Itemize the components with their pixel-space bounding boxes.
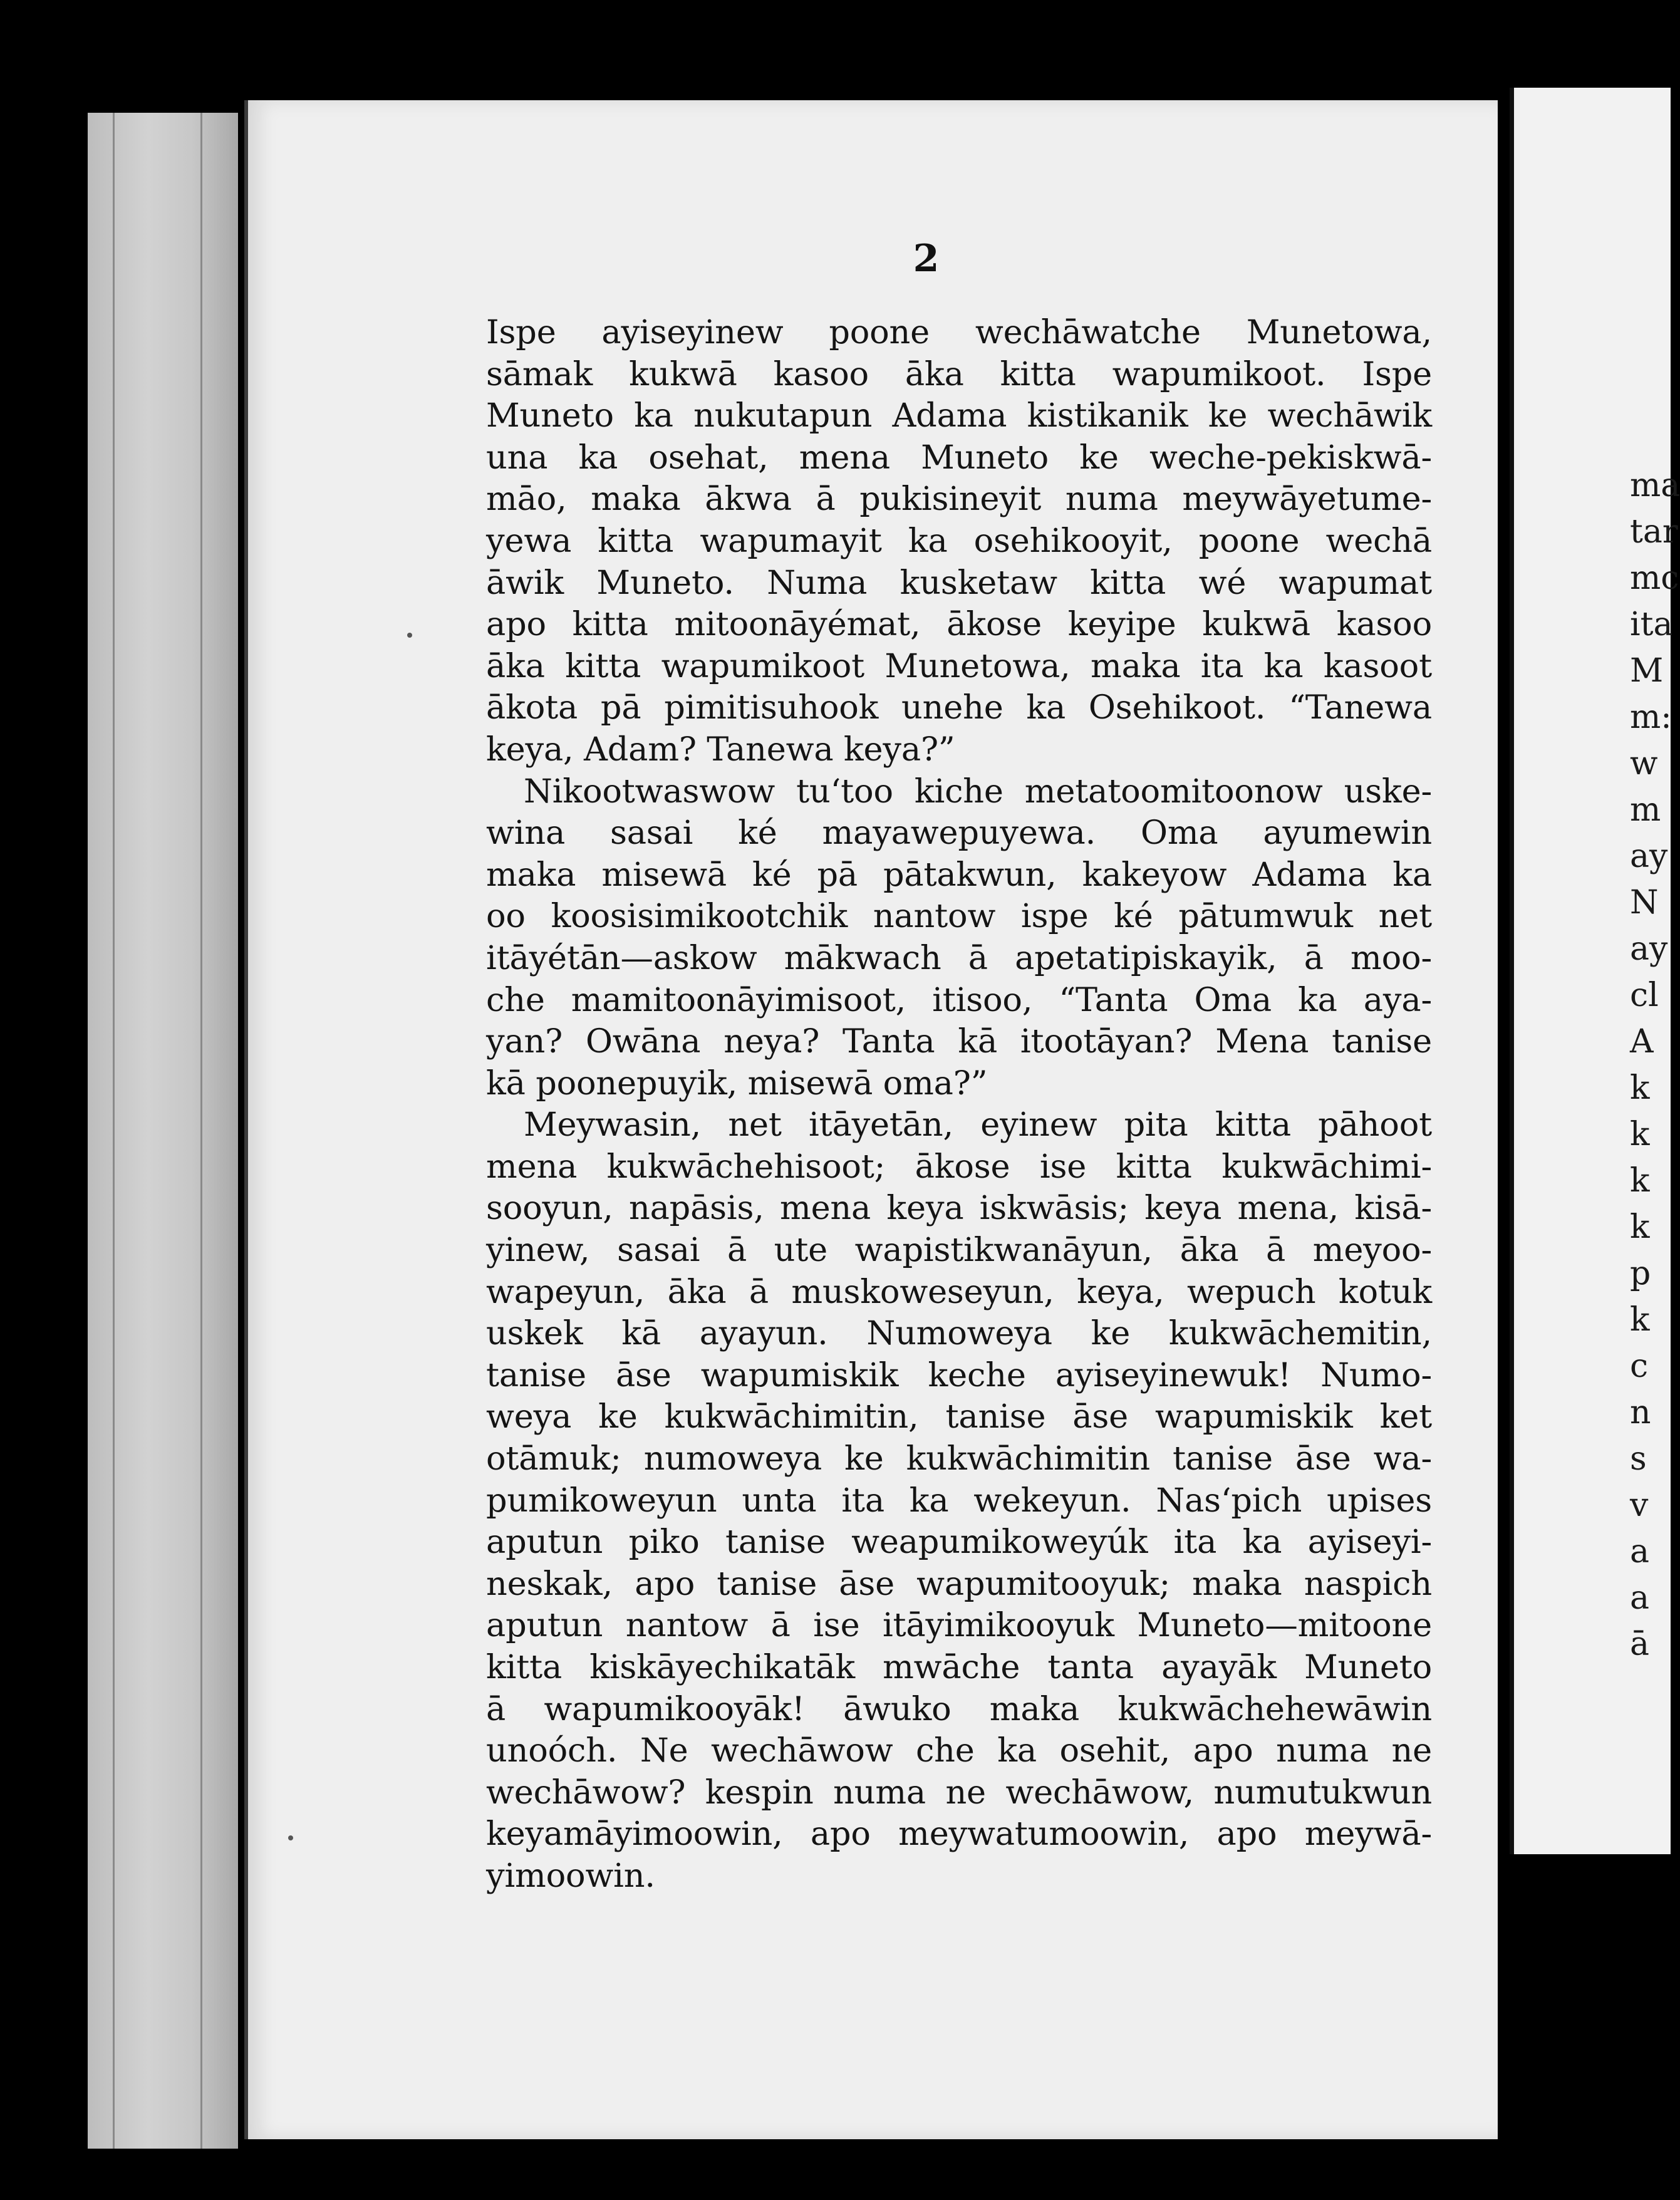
text-line: tanise āse wapumiskik keche ayiseyinewuk! Numo- bbox=[486, 1356, 1432, 1394]
facing-page-fragment: mc bbox=[1630, 559, 1679, 597]
text-line: sāmak kukwā kasoo āka kitta wapumikoot. Ispe bbox=[486, 355, 1432, 393]
facing-page-fragment: k bbox=[1630, 1162, 1650, 1200]
body-text bbox=[486, 312, 1432, 1897]
text-line: neskak, apo tanise āse wapumitooyuk; maka naspich bbox=[486, 1564, 1432, 1603]
text-line: yan? Owāna neya? Tanta kā itootāyan? Mena tanise bbox=[486, 1022, 1432, 1061]
text-line: Muneto ka nukutapun Adama kistikanik ke wechāwik bbox=[486, 397, 1432, 435]
left-page-edge bbox=[88, 113, 238, 2149]
text-line: mena kukwāchehisoot; ākose ise kitta kukwāchimi- bbox=[486, 1147, 1432, 1186]
facing-page-edge bbox=[1510, 88, 1680, 1854]
ink-speck bbox=[288, 1835, 293, 1840]
text-line: Meywasin, net itāyetān, eyinew pita kitta pāhoot bbox=[524, 1106, 1432, 1144]
facing-page-fragment: ma bbox=[1630, 467, 1680, 504]
text-line: keya, Adam? Tanewa keya?” bbox=[486, 730, 955, 769]
facing-page-fragment: k bbox=[1630, 1069, 1650, 1107]
facing-page-fragment: tar bbox=[1630, 513, 1678, 551]
text-line: yinew, sasai ā ute wapistikwanāyun, āka ā meyoo- bbox=[486, 1231, 1432, 1270]
facing-page-fragment: k bbox=[1630, 1301, 1650, 1339]
text-line: otāmuk; numoweya ke kukwāchimitin tanise āse wa- bbox=[486, 1440, 1432, 1478]
text-line: apo kitta mitoonāyémat, ākose keyipe kukwā kasoo bbox=[486, 605, 1432, 644]
facing-page-fragment: k bbox=[1630, 1116, 1650, 1153]
text-line: āka kitta wapumikoot Munetowa, maka ita ka kasoot bbox=[486, 646, 1432, 685]
text-line: āwik Muneto. Numa kusketaw kitta wé wapumat bbox=[486, 563, 1432, 602]
page-number: 2 bbox=[913, 237, 940, 281]
text-line: weya ke kukwāchimitin, tanise āse wapumiskik ket bbox=[486, 1398, 1432, 1436]
ink-speck bbox=[407, 633, 412, 638]
facing-page-fragment: v bbox=[1630, 1487, 1649, 1524]
text-line: unoóch. Ne wechāwow che ka osehit, apo numa ne bbox=[486, 1731, 1432, 1770]
page-edge-line bbox=[113, 113, 115, 2149]
text-line: kitta kiskāyechikatāk mwāche tanta ayayāk Muneto bbox=[486, 1648, 1432, 1686]
facing-page-text bbox=[1630, 462, 1680, 1668]
facing-page-fragment: w bbox=[1630, 745, 1658, 782]
facing-page-fragment: a bbox=[1630, 1579, 1650, 1617]
text-line: che mamitoonāyimisoot, itisoo, “Tanta Oma ka aya- bbox=[486, 980, 1432, 1019]
facing-page-fragment: p bbox=[1630, 1255, 1651, 1292]
page-edge-line bbox=[200, 113, 202, 2149]
facing-page-fragment: k bbox=[1630, 1208, 1650, 1246]
facing-page-fragment: c bbox=[1630, 1347, 1649, 1385]
text-line: maka misewā ké pā pātakwun, kakeyow Adama ka bbox=[486, 855, 1432, 894]
text-line: itāyétān—askow mākwach ā apetatipiskayik, ā moo- bbox=[486, 938, 1432, 977]
facing-page-fragment: n bbox=[1630, 1394, 1651, 1431]
text-line: keyamāyimoowin, apo meywatumoowin, apo meywā- bbox=[486, 1815, 1432, 1854]
facing-page-fragment: ā bbox=[1630, 1626, 1650, 1663]
facing-page-fragment: m bbox=[1630, 791, 1661, 829]
facing-page-fragment: s bbox=[1630, 1440, 1647, 1478]
text-line: Ispe ayiseyinew poone wechāwatche Munetowa, bbox=[486, 313, 1432, 351]
book-page bbox=[244, 100, 1498, 2139]
facing-page-fragment: ay bbox=[1630, 838, 1668, 875]
text-line: yewa kitta wapumayit ka osehikooyit, poone wechā bbox=[486, 521, 1432, 560]
text-line: pumikoweyun unta ita ka wekeyun. Nas‘pich upises bbox=[486, 1481, 1432, 1520]
facing-page-fragment: cl bbox=[1630, 977, 1659, 1014]
text-line: oo koosisimikootchik nantow ispe ké pātumwuk net bbox=[486, 897, 1432, 936]
text-line: aputun piko tanise weapumikoweyúk ita ka ayiseyi- bbox=[486, 1523, 1432, 1562]
facing-page-fragment: M bbox=[1630, 652, 1664, 690]
facing-page-fragment: m: bbox=[1630, 698, 1672, 736]
text-line: aputun nantow ā ise itāyimikooyuk Muneto—mitoone bbox=[486, 1606, 1432, 1645]
text-line: kā poonepuyik, misewā oma?” bbox=[486, 1064, 988, 1103]
text-line: wina sasai ké mayawepuyewa. Oma ayumewin bbox=[486, 814, 1432, 853]
facing-page-fragment: ay bbox=[1630, 930, 1668, 968]
text-line: Nikootwaswow tu‘too kiche metatoomitoonow uske- bbox=[524, 772, 1432, 811]
facing-page-fragment: ita bbox=[1630, 606, 1673, 643]
text-line: ākota pā pimitisuhook unehe ka Osehikoot. “Tanewa bbox=[486, 688, 1432, 727]
text-line: ā wapumikooyāk! āwuko maka kukwāchehewāwin bbox=[486, 1689, 1432, 1728]
text-line: una ka osehat, mena Muneto ke weche-pekiskwā- bbox=[486, 438, 1432, 477]
facing-page-fragment: N bbox=[1630, 884, 1659, 921]
text-line: māo, maka ākwa ā pukisineyit numa meywāyetume- bbox=[486, 480, 1432, 519]
text-line: sooyun, napāsis, mena keya iskwāsis; keya mena, kisā- bbox=[486, 1189, 1432, 1228]
facing-page-fragment: a bbox=[1630, 1533, 1650, 1570]
text-line: wapeyun, āka ā muskoweseyun, keya, wepuch kotuk bbox=[486, 1272, 1432, 1311]
text-line: yimoowin. bbox=[486, 1856, 655, 1895]
text-line: uskek kā ayayun. Numoweya ke kukwāchemitin, bbox=[486, 1314, 1432, 1353]
facing-page-fragment: A bbox=[1630, 1023, 1654, 1061]
text-line: wechāwow? kespin numa ne wechāwow, numutukwun bbox=[486, 1773, 1432, 1812]
